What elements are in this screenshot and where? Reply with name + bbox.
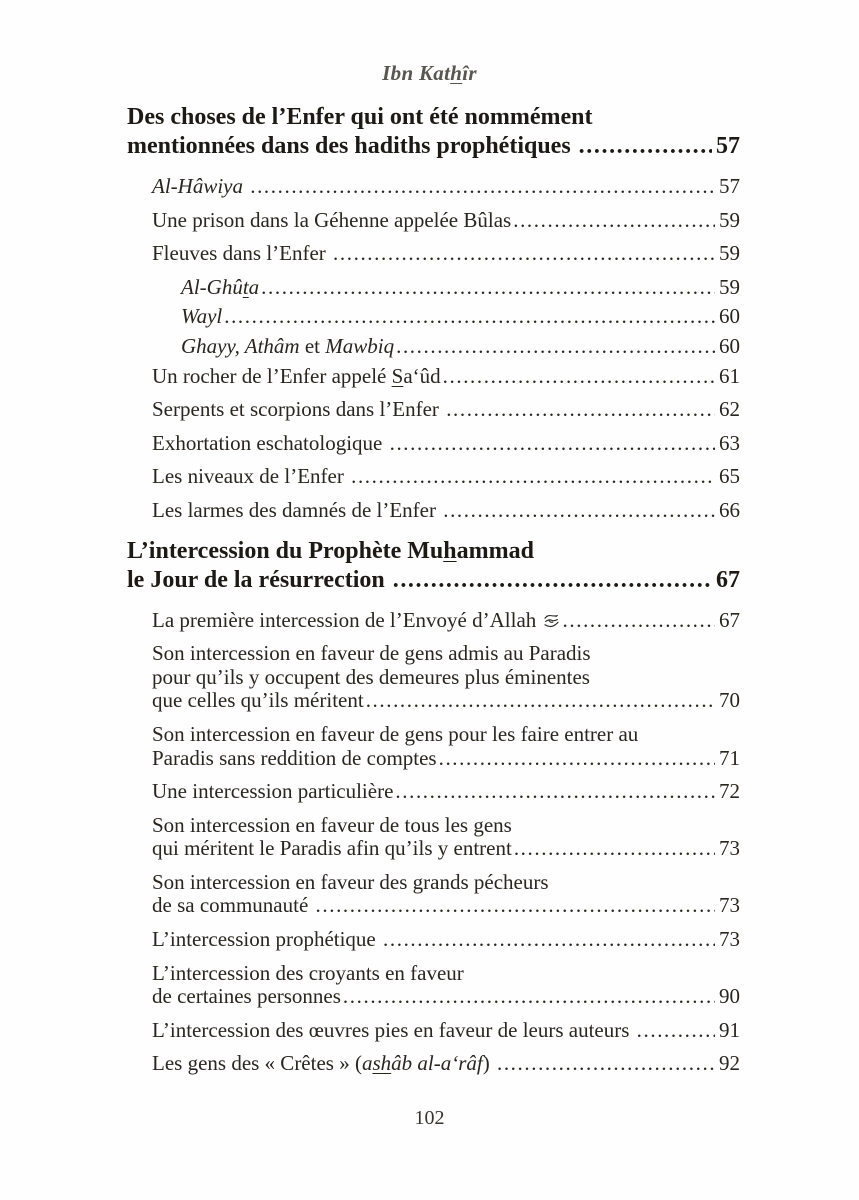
toc-entry xyxy=(152,723,740,770)
toc-entry-text xyxy=(152,813,512,837)
text-segment: Serpents et scorpions dans l’Enfer xyxy=(152,397,445,422)
toc-page-number: 59 xyxy=(719,207,740,232)
toc-entry-text xyxy=(152,780,393,804)
toc-page-number: 57 xyxy=(716,133,740,159)
text-segment: îr xyxy=(462,61,477,85)
toc-page-number: 57 xyxy=(719,174,740,198)
toc-entry xyxy=(127,103,740,161)
toc-line xyxy=(152,689,740,713)
toc-entry-text xyxy=(152,985,341,1009)
text-segment: qui méritent le Paradis afin qu’ils y entrent xyxy=(152,836,512,861)
toc-page-number: 62 xyxy=(719,397,740,422)
toc-page-number: 73 xyxy=(719,893,740,918)
toc-page-number: 92 xyxy=(719,1051,740,1076)
toc-line xyxy=(152,985,740,1009)
toc-entry xyxy=(152,242,740,266)
text-segment: de certaines personnes xyxy=(152,984,341,1009)
toc-entry-text xyxy=(152,609,561,633)
toc-line xyxy=(152,1052,740,1076)
dot-leader xyxy=(250,175,715,199)
toc-entry xyxy=(152,432,740,456)
toc-line xyxy=(152,747,740,771)
dot-leader xyxy=(390,432,715,456)
toc-entry xyxy=(152,365,740,389)
toc-page-number: 73 xyxy=(719,836,740,861)
toc-page-number: 73 xyxy=(719,927,740,952)
toc-page-number: 71 xyxy=(719,745,740,770)
toc-entry-text xyxy=(152,432,388,456)
toc-entry-text xyxy=(152,175,248,199)
text-segment: Son intercession en faveur des grands pécheurs xyxy=(152,869,549,894)
toc-entry-text xyxy=(152,837,512,861)
text-segment: mentionnées dans des hadiths prophétiques xyxy=(127,133,577,159)
toc-page-number: 65 xyxy=(719,464,740,489)
text-segment: a xyxy=(361,1051,373,1076)
text-segment: Ghayy, Athâm xyxy=(181,333,305,358)
running-header xyxy=(0,61,859,86)
dot-leader xyxy=(439,747,715,771)
toc-entry xyxy=(152,1052,740,1076)
text-segment: ) xyxy=(482,1051,495,1076)
text-segment: Mawbiq xyxy=(325,333,395,358)
toc-entry-text xyxy=(152,747,437,771)
dot-leader xyxy=(343,985,715,1009)
toc-entry xyxy=(181,276,740,300)
text-segment: Son intercession en faveur de gens admis au Paradis xyxy=(152,641,591,666)
toc-page-number: 72 xyxy=(719,779,740,804)
dot-leader xyxy=(514,837,715,861)
sallallahu-alayhi-wasallam-icon xyxy=(542,608,561,632)
toc-entry-text xyxy=(152,1052,495,1076)
toc-page-number: 63 xyxy=(719,430,740,455)
dot-leader xyxy=(396,335,715,359)
toc-entry xyxy=(152,780,740,804)
text-segment: le Jour de la résurrection xyxy=(127,566,391,593)
toc-entry-text xyxy=(152,398,444,422)
toc-page-number: 70 xyxy=(719,688,740,713)
text-segment: et xyxy=(304,333,326,358)
toc-entry xyxy=(152,962,740,1009)
toc-entry-text xyxy=(152,499,441,523)
text-segment: t xyxy=(242,274,249,299)
page-number-footer: 102 xyxy=(414,1107,445,1129)
toc-line xyxy=(152,642,740,666)
toc-entry xyxy=(181,335,740,359)
toc-line xyxy=(152,894,740,918)
toc-entry xyxy=(152,465,740,489)
text-segment: L’intercession prophétique xyxy=(152,927,382,952)
toc-line xyxy=(152,723,740,747)
toc-entry-text xyxy=(152,894,314,918)
text-segment: Son intercession en faveur de gens pour les faire entrer au xyxy=(152,721,639,746)
dot-leader xyxy=(497,1052,715,1076)
text-segment: Exhortation eschatologique xyxy=(152,430,388,455)
toc-entry-text xyxy=(152,928,381,952)
dot-leader xyxy=(366,689,715,713)
toc-line xyxy=(152,814,740,838)
text-segment: a xyxy=(248,274,260,299)
text-segment: a‘ûd xyxy=(403,363,441,388)
toc-line xyxy=(152,499,740,523)
toc-line xyxy=(152,242,740,266)
text-segment: ammad xyxy=(456,537,534,564)
dot-leader xyxy=(395,780,715,804)
dot-leader xyxy=(224,305,715,329)
toc-page-number: 90 xyxy=(719,984,740,1009)
text-segment: S xyxy=(391,363,404,388)
toc-line xyxy=(152,928,740,952)
text-segment: Une prison dans la Géhenne appelée Bûlas xyxy=(152,207,512,232)
toc-entry-text xyxy=(127,132,577,161)
dot-leader xyxy=(316,894,715,918)
toc-entry-text xyxy=(152,465,349,489)
toc-page-number: 67 xyxy=(716,566,740,593)
toc-line xyxy=(152,432,740,456)
toc-entry xyxy=(152,928,740,952)
toc-line xyxy=(127,566,740,595)
toc-entry-text xyxy=(152,665,590,689)
toc-line xyxy=(152,1019,740,1043)
toc-page-number: 59 xyxy=(719,241,740,266)
dot-leader xyxy=(446,398,715,422)
text-segment: Les larmes des damnés de l’Enfer xyxy=(152,497,442,522)
toc-page-number: 60 xyxy=(719,333,740,358)
toc-entry-text xyxy=(127,104,593,130)
text-segment: Les niveaux de l’Enfer xyxy=(152,464,350,489)
toc-entry xyxy=(152,871,740,918)
toc-entry xyxy=(127,537,740,595)
text-segment: L’intercession des œuvres pies en faveur de leurs auteurs xyxy=(152,1017,635,1042)
text-segment: que celles qu’ils méritent xyxy=(152,688,364,713)
toc-entry xyxy=(152,1019,740,1043)
toc-entry xyxy=(152,814,740,861)
text-segment: Des choses de l’Enfer qui ont été nommément xyxy=(127,104,593,130)
toc-entry-text xyxy=(127,538,534,564)
text-segment: sh xyxy=(372,1051,392,1076)
toc-entry-text xyxy=(152,242,331,266)
toc-line xyxy=(152,871,740,895)
dot-leader xyxy=(393,566,712,595)
toc-line xyxy=(127,103,740,132)
toc-entry-text xyxy=(152,870,549,894)
toc-entry-text xyxy=(152,961,464,985)
toc-entry xyxy=(152,609,740,633)
toc-line xyxy=(152,175,740,199)
toc-line xyxy=(152,465,740,489)
toc-entry xyxy=(152,642,740,713)
text-segment: L’intercession du Prophète Mu xyxy=(127,537,444,564)
toc-entry-text xyxy=(181,276,259,300)
dot-leader xyxy=(333,242,715,266)
dot-leader xyxy=(579,132,712,161)
dot-leader xyxy=(513,209,715,233)
toc-line xyxy=(152,365,740,389)
toc-entry-text xyxy=(127,566,391,595)
text-segment: Wayl xyxy=(181,304,223,329)
toc-entry-text xyxy=(152,365,441,389)
toc-line xyxy=(152,780,740,804)
dot-leader xyxy=(443,499,715,523)
toc-page-number: 60 xyxy=(719,304,740,329)
toc-page-number: 91 xyxy=(719,1017,740,1042)
toc-line xyxy=(152,666,740,690)
text-segment: Paradis sans reddition de comptes xyxy=(152,745,437,770)
toc-entry-text xyxy=(152,689,364,713)
text-segment: Son intercession en faveur de tous les gens xyxy=(152,812,512,837)
toc-line xyxy=(181,305,740,329)
text-segment: âb al-a‘râf xyxy=(391,1051,483,1076)
toc-page-number: 67 xyxy=(719,607,740,632)
text-segment: Un rocher de l’Enfer appelé xyxy=(152,363,392,388)
toc-entry xyxy=(152,398,740,422)
dot-leader xyxy=(443,365,715,389)
dot-leader xyxy=(563,609,715,633)
dot-leader xyxy=(383,928,715,952)
toc-line xyxy=(181,276,740,300)
dot-leader xyxy=(637,1019,715,1043)
dot-leader xyxy=(261,276,715,300)
toc-entry-text xyxy=(152,722,638,746)
toc-entry-text xyxy=(181,305,222,329)
text-segment: Les gens des « Crêtes » ( xyxy=(152,1051,362,1076)
toc-entry xyxy=(181,305,740,329)
toc-entry xyxy=(152,209,740,233)
toc-page-number: 59 xyxy=(719,274,740,299)
toc-entry-text xyxy=(152,641,591,665)
toc-page-number: 61 xyxy=(719,363,740,388)
text-segment: pour qu’ils y occupent des demeures plus éminentes xyxy=(152,664,590,689)
toc-line xyxy=(152,209,740,233)
text-segment: h xyxy=(450,61,463,85)
toc-line xyxy=(152,837,740,861)
text-segment: Al-Ghû xyxy=(181,274,243,299)
text-segment: Fleuves dans l’Enfer xyxy=(152,241,332,266)
text-segment: L’intercession des croyants en faveur xyxy=(152,960,464,985)
toc-entry-text xyxy=(152,1019,635,1043)
text-segment: Ibn Kat xyxy=(382,61,451,85)
text-segment: de sa communauté xyxy=(152,893,314,918)
toc-entry xyxy=(152,175,740,199)
toc-line xyxy=(181,335,740,359)
toc-entry-text xyxy=(152,209,511,233)
dot-leader xyxy=(351,465,715,489)
toc-page-number: 66 xyxy=(719,497,740,522)
toc-line xyxy=(127,537,740,566)
text-segment: h xyxy=(443,537,457,564)
text-segment: La première intercession de l’Envoyé d’Allah xyxy=(152,607,542,632)
text-segment: Une intercession particulière xyxy=(152,779,394,804)
toc-line xyxy=(152,398,740,422)
toc-list xyxy=(127,103,740,1086)
text-segment: Al-Hâwiya xyxy=(152,174,249,198)
toc-entry-text xyxy=(181,335,394,359)
toc-line xyxy=(127,132,740,161)
toc-entry xyxy=(152,499,740,523)
toc-line xyxy=(152,609,740,633)
toc-line xyxy=(152,962,740,986)
